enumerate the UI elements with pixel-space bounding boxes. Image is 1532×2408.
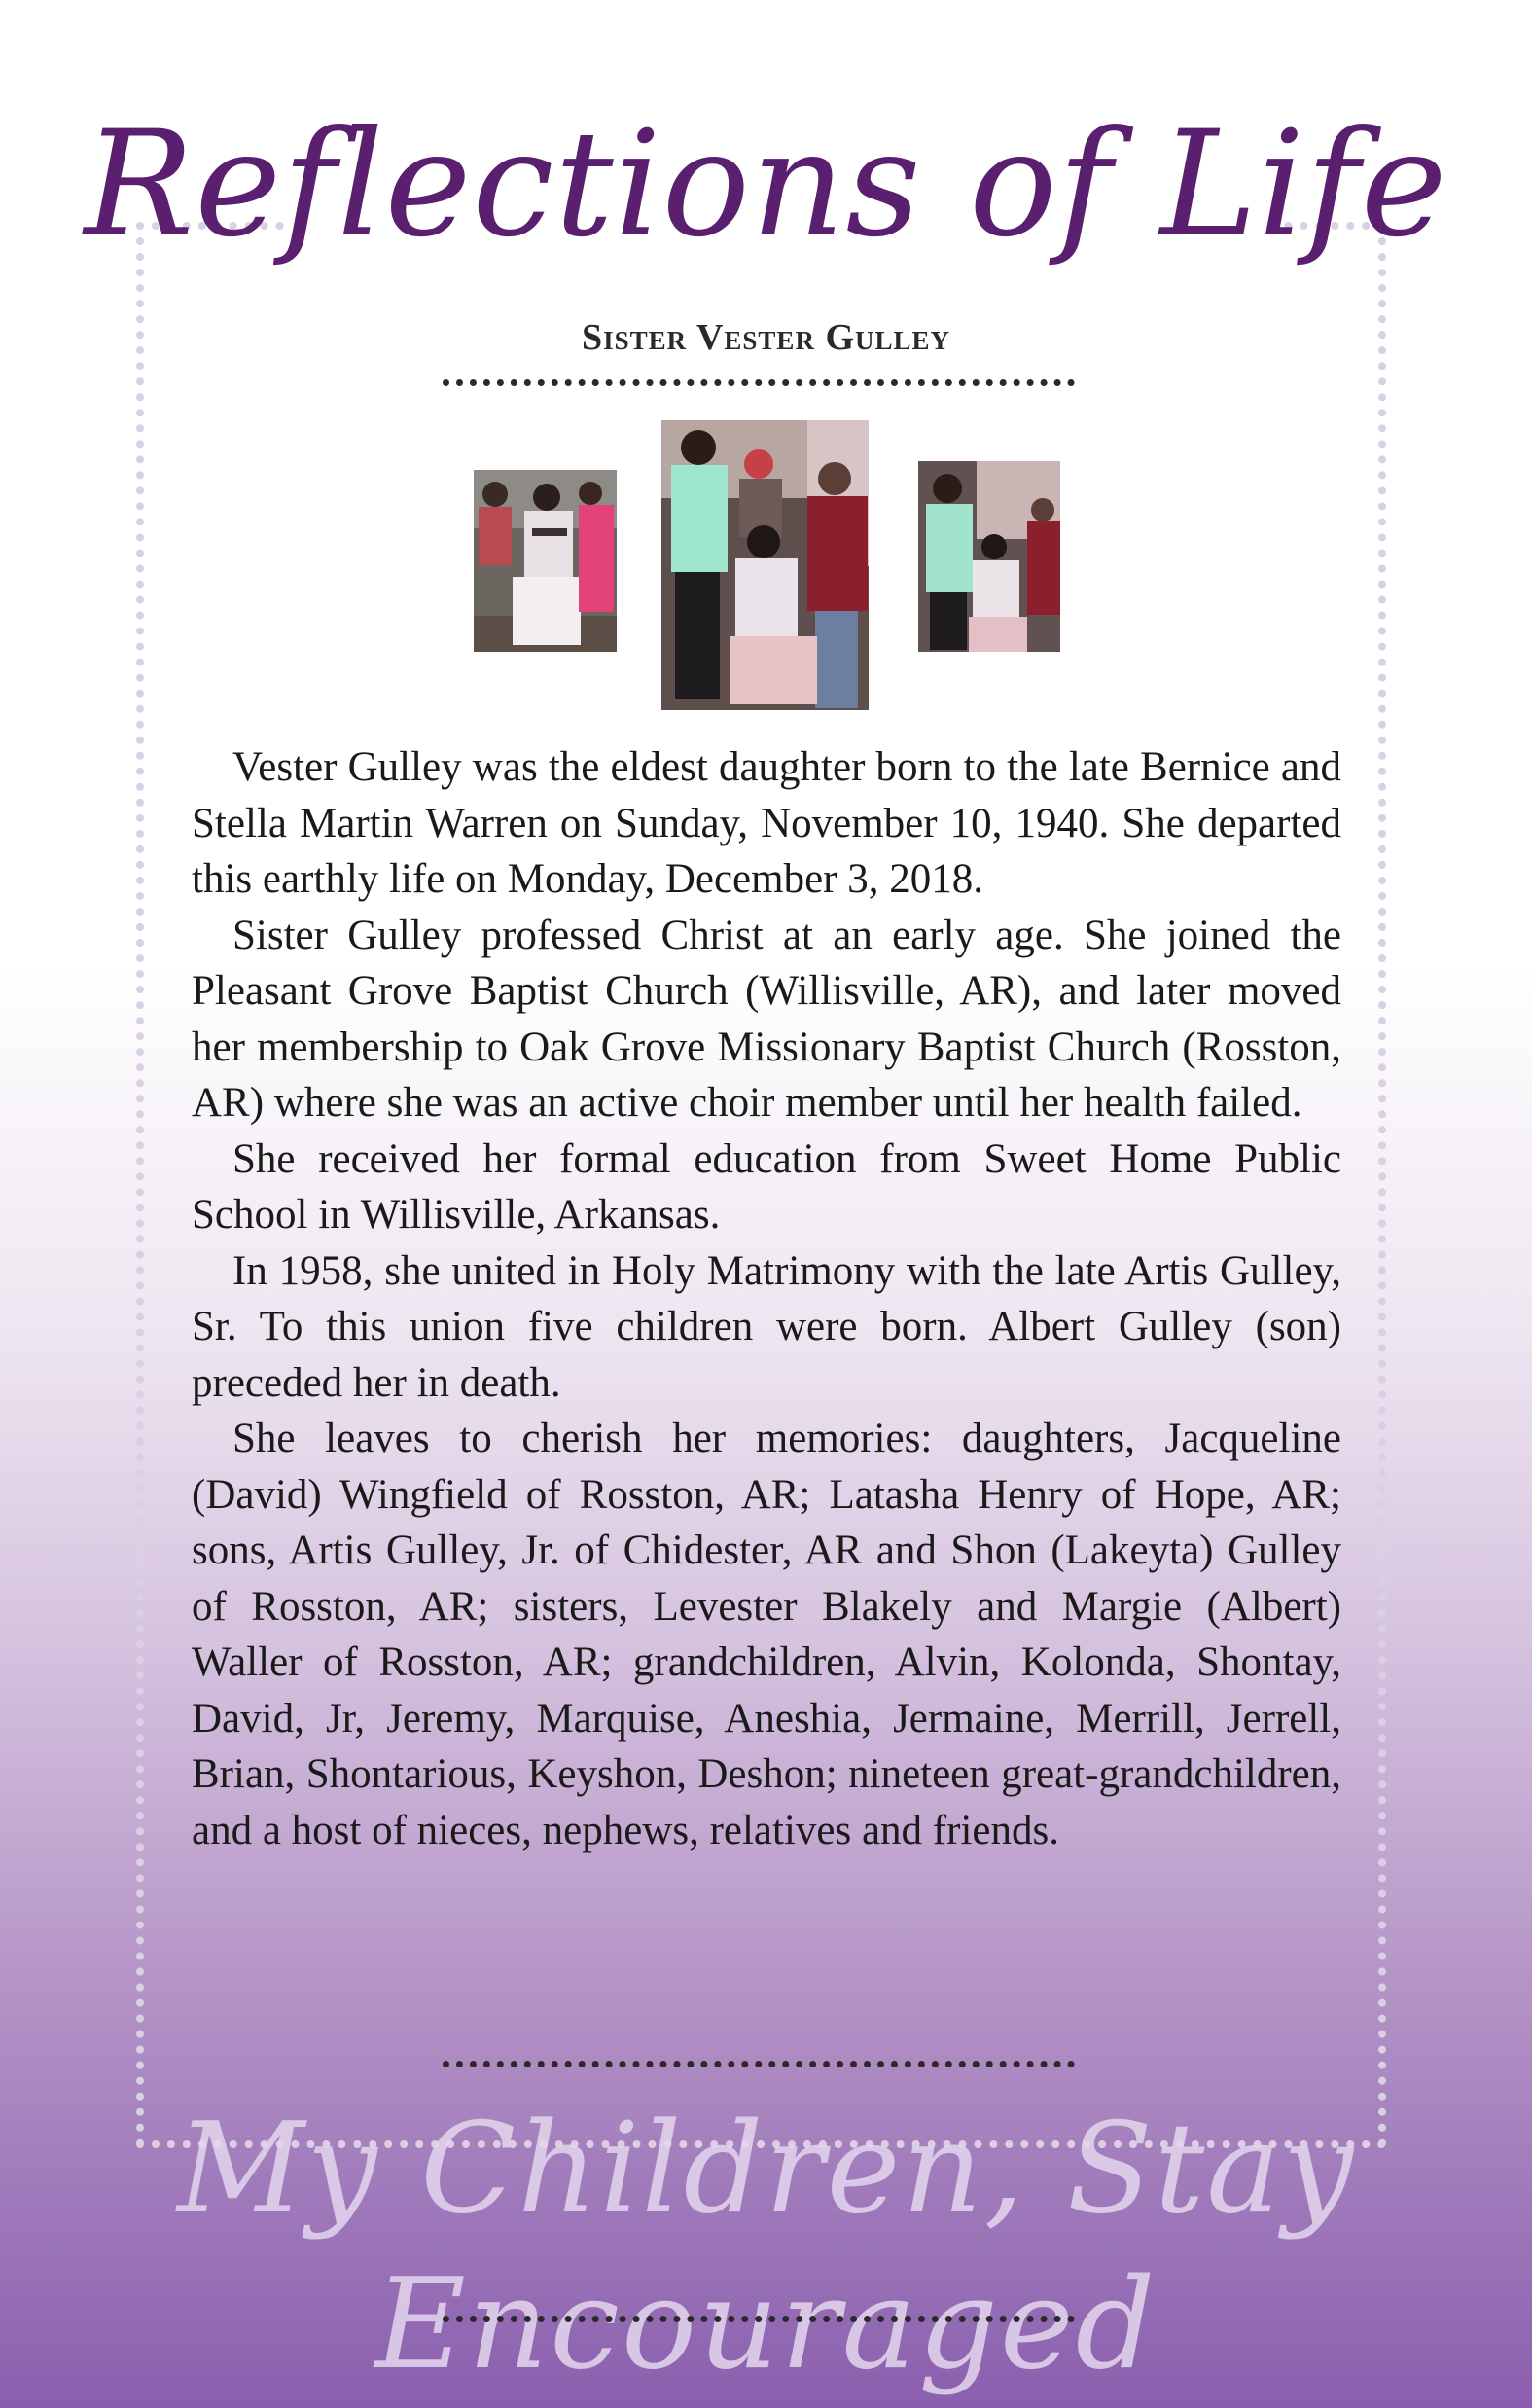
photo-left [474,470,617,652]
deceased-name: Sister Vester Gulley [581,317,951,358]
page-title: Reflections of Life [84,100,1448,270]
bio-paragraph-marriage: In 1958, she united in Holy Matrimony with the late Artis Gulley, Sr. To this union five children were born. Albert Gulley (son) preceded her in death. [192,1247,1341,1406]
divider-top [443,379,1075,386]
bio-paragraph-birth: Vester Gulley was the eldest daughter born to the late Bernice and Stella Martin Warren on Sunday, November 10, 1940. She departed this earthly life on Monday, December 3, 2018. [192,744,1341,902]
bio-paragraph-survivors: She leaves to cherish her memories: daughters, Jacqueline (David) Wingfield of Rosston, AR; Latasha Henry of Hope, AR; sons, Artis Gulley, Jr. of Chidester, AR and Shon (Lakeyta) Gulley of Rosston, AR; sisters, Levester Blakely and Margie (Albert) Waller of Rosston, AR; grandchildren, Alvin, Kolonda, Shontay, David, Jr, Jeremy, Marquise, Aneshia, Jermaine, Merrill, Jerrell, Brian, Shontarious, Keyshon, Deshon; nineteen great-grandchildren, and a host of nieces, nephews, relatives and friends. [192,1416,1341,1853]
photo-right [918,461,1060,652]
bio-paragraph-faith: Sister Gulley professed Christ at an early age. She joined the Pleasant Grove Baptist Church (Willisville, AR), and later moved her membership to Oak Grove Missionary Baptist Church (Rosston, AR) where she was an active choir member until her health failed. [192,912,1341,1126]
divider-middle [443,2061,1075,2067]
photo-center [661,420,869,710]
biography [192,739,1341,1858]
divider-bottom [443,2316,1075,2322]
footer-tagline: My Children, Stay Encouraged [177,2097,1355,2397]
bio-paragraph-education: She received her formal education from Sweet Home Public School in Willisville, Arkansas. [192,1135,1341,1238]
